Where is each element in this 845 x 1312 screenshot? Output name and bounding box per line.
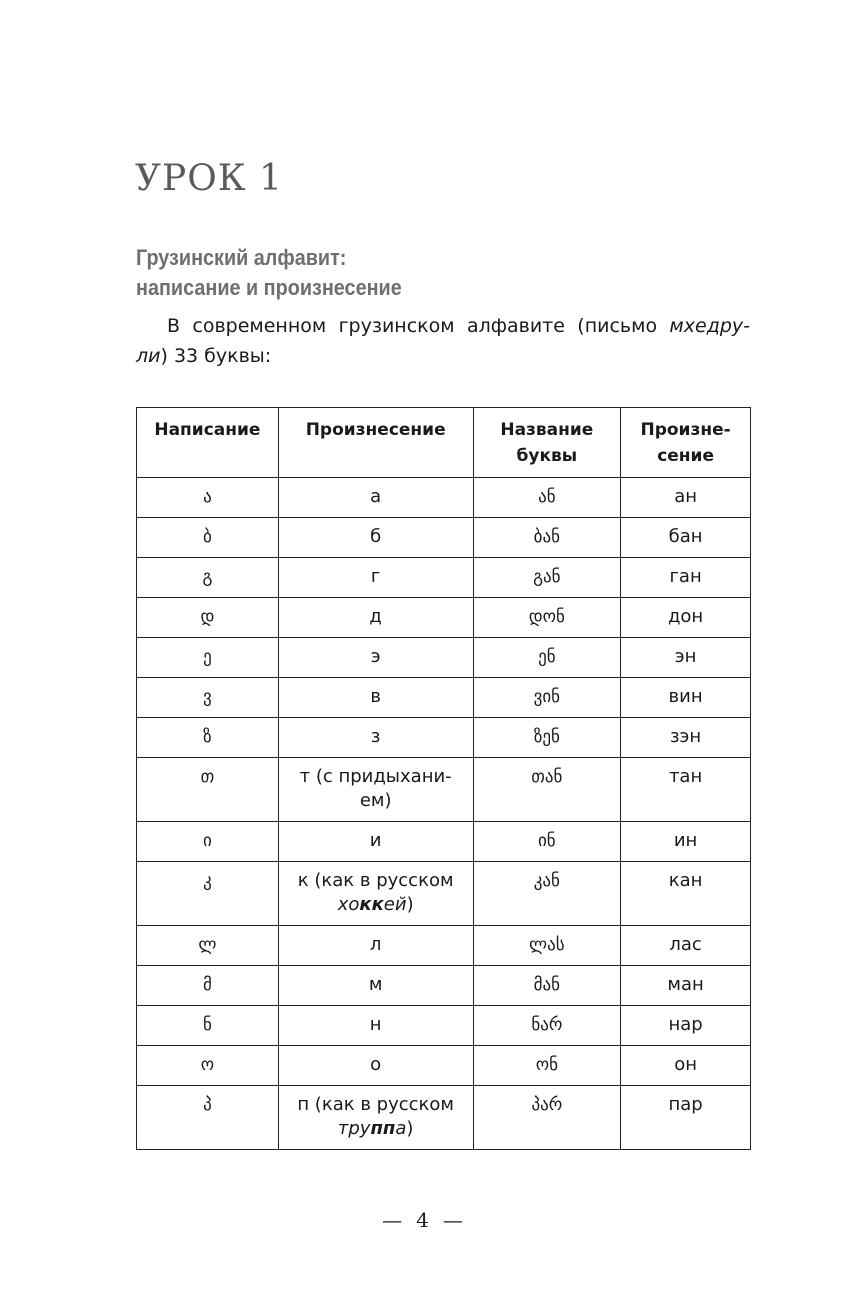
cell-pronunciation [278, 758, 473, 822]
cell-name-pronunciation: ин [621, 822, 751, 862]
example-word-start: хо [337, 894, 360, 915]
cell-pronunciation: д [278, 598, 473, 638]
cell-letter: დ [137, 598, 279, 638]
cell-letter-name: გან [473, 558, 621, 598]
cell-letter-name: პარ [473, 1086, 621, 1150]
intro-text: В современном грузинском алфавите (письмо [167, 315, 670, 337]
cell-name-pronunciation: вин [621, 678, 751, 718]
cell-pronunciation: и [278, 822, 473, 862]
header-name-pronunciation-line-2: сение [657, 446, 714, 466]
cell-letter: გ [137, 558, 279, 598]
cell-letter: ო [137, 1046, 279, 1086]
cell-name-pronunciation: зэн [621, 718, 751, 758]
cell-letter: ე [137, 638, 279, 678]
table-row [137, 558, 751, 598]
cell-letter-name: ენ [473, 638, 621, 678]
table-header-row [137, 408, 751, 478]
cell-pronunciation: л [278, 926, 473, 966]
example-word [338, 1118, 406, 1139]
intro-letter-count: ) 33 буквы: [160, 345, 272, 367]
pronunciation-line-1: т (с придыхани- [299, 766, 452, 787]
cell-letter-name: ონ [473, 1046, 621, 1086]
header-pronunciation: Произнесение [278, 408, 473, 478]
cell-name-pronunciation: дон [621, 598, 751, 638]
table-row [137, 926, 751, 966]
cell-name-pronunciation: ган [621, 558, 751, 598]
example-word [338, 894, 407, 915]
cell-letter-name: კან [473, 862, 621, 926]
example-word-start: тру [337, 1118, 371, 1139]
cell-letter: კ [137, 862, 279, 926]
cell-name-pronunciation: лас [621, 926, 751, 966]
cell-name-pronunciation: бан [621, 518, 751, 558]
table-row [137, 598, 751, 638]
table-row [137, 678, 751, 718]
section-heading-line-1: Грузинский алфавит: [136, 245, 347, 270]
page-number [0, 1208, 845, 1232]
cell-letter-name: ზენ [473, 718, 621, 758]
example-word-end: ей [383, 894, 407, 915]
cell-letter: ბ [137, 518, 279, 558]
cell-letter: თ [137, 758, 279, 822]
cell-pronunciation: б [278, 518, 473, 558]
cell-letter: პ [137, 1086, 279, 1150]
table-row [137, 1006, 751, 1046]
cell-letter: ნ [137, 1006, 279, 1046]
header-name-pronunciation [621, 408, 751, 478]
cell-name-pronunciation: ан [621, 478, 751, 518]
cell-name-pronunciation: нар [621, 1006, 751, 1046]
table-row [137, 718, 751, 758]
header-name-pronunciation-line-1: Произне- [640, 420, 731, 440]
table-row [137, 822, 751, 862]
intro-script-name-end: ли [136, 345, 161, 367]
cell-pronunciation: в [278, 678, 473, 718]
intro-line-1 [136, 311, 750, 341]
cell-pronunciation: а [278, 478, 473, 518]
cell-letter: ზ [137, 718, 279, 758]
pronunciation-line-1: к (как в русском [297, 870, 454, 891]
closing-parenthesis: ) [406, 894, 414, 915]
page-number-dash-right: — [442, 1208, 463, 1232]
cell-pronunciation [278, 862, 473, 926]
table-row [137, 758, 751, 822]
cell-letter-name: ვინ [473, 678, 621, 718]
header-letter-name [473, 408, 621, 478]
table-row [137, 518, 751, 558]
table-row [137, 862, 751, 926]
table-row [137, 1086, 751, 1150]
table-row [137, 638, 751, 678]
section-heading [136, 243, 402, 303]
cell-letter: მ [137, 966, 279, 1006]
cell-letter: ი [137, 822, 279, 862]
pronunciation-line-1: п (как в русском [297, 1094, 454, 1115]
cell-letter-name: დონ [473, 598, 621, 638]
example-word-highlight: кк [359, 894, 384, 915]
table-row [137, 966, 751, 1006]
example-word-highlight: пп [370, 1118, 396, 1139]
cell-pronunciation: о [278, 1046, 473, 1086]
section-heading-line-2: написание и произнесение [136, 275, 402, 300]
cell-letter: ვ [137, 678, 279, 718]
cell-pronunciation: г [278, 558, 473, 598]
intro-script-name: мхедру- [669, 315, 750, 337]
table-row [137, 478, 751, 518]
page-number-value: 4 [416, 1208, 429, 1232]
cell-letter-name: ან [473, 478, 621, 518]
cell-name-pronunciation: ман [621, 966, 751, 1006]
cell-name-pronunciation: кан [621, 862, 751, 926]
header-letter-name-line-1: Название [500, 420, 594, 440]
cell-pronunciation: м [278, 966, 473, 1006]
header-letter-name-line-2: буквы [516, 446, 578, 466]
header-writing: Написание [137, 408, 279, 478]
pronunciation-line-2: ем) [359, 790, 392, 811]
cell-pronunciation: э [278, 638, 473, 678]
table-row [137, 1046, 751, 1086]
cell-name-pronunciation: он [621, 1046, 751, 1086]
cell-letter-name: მან [473, 966, 621, 1006]
example-word-end: а [395, 1118, 407, 1139]
cell-pronunciation: з [278, 718, 473, 758]
cell-letter-name: ინ [473, 822, 621, 862]
intro-paragraph [136, 311, 750, 371]
cell-name-pronunciation: эн [621, 638, 751, 678]
cell-letter-name: ნარ [473, 1006, 621, 1046]
intro-line-2 [136, 341, 750, 371]
cell-letter: ა [137, 478, 279, 518]
cell-letter-name: ლას [473, 926, 621, 966]
cell-letter-name: ბან [473, 518, 621, 558]
cell-letter-name: თან [473, 758, 621, 822]
cell-pronunciation: н [278, 1006, 473, 1046]
cell-name-pronunciation: тан [621, 758, 751, 822]
closing-parenthesis: ) [406, 1118, 414, 1139]
cell-letter: ლ [137, 926, 279, 966]
cell-pronunciation [278, 1086, 473, 1150]
alphabet-table [136, 407, 751, 1150]
lesson-title: УРОК 1 [135, 158, 283, 199]
cell-name-pronunciation: пар [621, 1086, 751, 1150]
page-number-dash-left: — [382, 1208, 403, 1232]
